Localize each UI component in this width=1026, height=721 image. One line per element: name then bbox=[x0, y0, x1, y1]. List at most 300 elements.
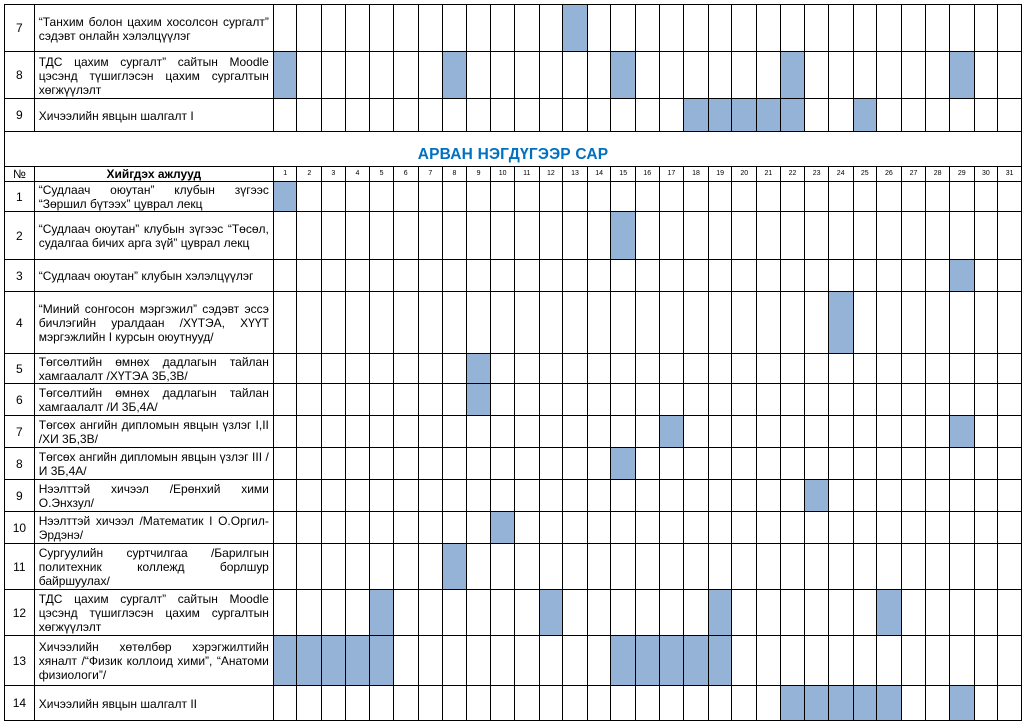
day-cell bbox=[297, 260, 322, 292]
day-cell bbox=[659, 544, 684, 590]
day-cell bbox=[491, 590, 515, 636]
day-cell bbox=[877, 544, 902, 590]
day-cell bbox=[418, 212, 443, 260]
day-cell bbox=[828, 384, 853, 416]
day-cell bbox=[659, 480, 684, 512]
day-cell bbox=[708, 5, 732, 52]
day-cell bbox=[828, 99, 853, 132]
day-cell bbox=[780, 448, 805, 480]
day-cell bbox=[563, 182, 588, 212]
header-day: 8 bbox=[443, 167, 467, 182]
header-day: 24 bbox=[828, 167, 853, 182]
day-cell bbox=[805, 354, 829, 384]
day-cell bbox=[466, 416, 491, 448]
day-cell bbox=[757, 212, 781, 260]
day-cell bbox=[297, 512, 322, 544]
day-cell bbox=[877, 448, 902, 480]
day-cell bbox=[491, 384, 515, 416]
day-cell bbox=[273, 590, 297, 636]
day-cell bbox=[491, 416, 515, 448]
activity-text: ТДС цахим сургалт” сайтын Moodle цэсэнд түшиглэсэн цахим сургалтын хөгжүүлэлт bbox=[34, 52, 273, 99]
day-cell bbox=[974, 480, 998, 512]
scheduled-day-cell bbox=[659, 636, 684, 686]
activity-text: Төгсөх ангийн дипломын явцын үзлэг III /И 3Б,4А/ bbox=[34, 448, 273, 480]
day-cell bbox=[926, 260, 950, 292]
row-number: 12 bbox=[5, 590, 35, 636]
day-cell bbox=[539, 354, 563, 384]
month-title: АРВАН НЭГДҮГЭЭР САР bbox=[417, 146, 609, 163]
day-cell bbox=[757, 480, 781, 512]
day-cell bbox=[780, 636, 805, 686]
day-cell bbox=[877, 480, 902, 512]
day-cell bbox=[514, 590, 539, 636]
day-cell bbox=[708, 182, 732, 212]
day-cell bbox=[345, 212, 370, 260]
day-cell bbox=[805, 260, 829, 292]
day-cell bbox=[370, 212, 394, 260]
day-cell bbox=[539, 480, 563, 512]
day-cell bbox=[370, 52, 394, 99]
day-cell bbox=[998, 416, 1022, 448]
day-cell bbox=[370, 544, 394, 590]
day-cell bbox=[539, 448, 563, 480]
day-cell bbox=[273, 260, 297, 292]
header-number: № bbox=[5, 167, 35, 182]
day-cell bbox=[708, 512, 732, 544]
table-row bbox=[5, 52, 1022, 99]
scheduled-day-cell bbox=[949, 260, 974, 292]
day-cell bbox=[757, 182, 781, 212]
day-cell bbox=[443, 182, 467, 212]
day-cell bbox=[708, 416, 732, 448]
day-cell bbox=[974, 590, 998, 636]
day-cell bbox=[322, 354, 346, 384]
day-cell bbox=[345, 686, 370, 721]
day-cell bbox=[466, 52, 491, 99]
day-cell bbox=[853, 416, 877, 448]
day-cell bbox=[587, 182, 611, 212]
day-cell bbox=[418, 354, 443, 384]
day-cell bbox=[949, 182, 974, 212]
day-cell bbox=[949, 292, 974, 354]
table-row bbox=[5, 99, 1022, 132]
day-cell bbox=[732, 590, 757, 636]
day-cell bbox=[974, 292, 998, 354]
day-cell bbox=[322, 292, 346, 354]
header-day: 1 bbox=[273, 167, 297, 182]
header-day: 18 bbox=[684, 167, 709, 182]
day-cell bbox=[659, 5, 684, 52]
day-cell bbox=[974, 52, 998, 99]
day-cell bbox=[684, 384, 709, 416]
day-cell bbox=[949, 636, 974, 686]
day-cell bbox=[780, 384, 805, 416]
day-cell bbox=[828, 636, 853, 686]
day-cell bbox=[708, 52, 732, 99]
day-cell bbox=[926, 292, 950, 354]
day-cell bbox=[636, 590, 660, 636]
day-cell bbox=[418, 416, 443, 448]
day-cell bbox=[659, 260, 684, 292]
day-cell bbox=[877, 292, 902, 354]
day-cell bbox=[949, 544, 974, 590]
day-cell bbox=[828, 448, 853, 480]
day-cell bbox=[732, 182, 757, 212]
day-cell bbox=[563, 686, 588, 721]
day-cell bbox=[491, 212, 515, 260]
day-cell bbox=[853, 260, 877, 292]
day-cell bbox=[345, 384, 370, 416]
activity-text: Төгсөлтийн өмнөх дадлагын тайлан хамгаалалт /И 3Б,4А/ bbox=[34, 384, 273, 416]
day-cell bbox=[418, 686, 443, 721]
day-cell bbox=[370, 448, 394, 480]
day-cell bbox=[370, 292, 394, 354]
day-cell bbox=[974, 416, 998, 448]
day-cell bbox=[901, 182, 926, 212]
scheduled-day-cell bbox=[949, 416, 974, 448]
header-day: 4 bbox=[345, 167, 370, 182]
day-cell bbox=[757, 416, 781, 448]
day-cell bbox=[514, 5, 539, 52]
day-cell bbox=[466, 5, 491, 52]
day-cell bbox=[853, 182, 877, 212]
day-cell bbox=[345, 182, 370, 212]
header-day: 16 bbox=[636, 167, 660, 182]
day-cell bbox=[901, 590, 926, 636]
scheduled-day-cell bbox=[636, 636, 660, 686]
day-cell bbox=[780, 260, 805, 292]
day-cell bbox=[853, 448, 877, 480]
day-cell bbox=[926, 686, 950, 721]
day-cell bbox=[297, 448, 322, 480]
day-cell bbox=[974, 354, 998, 384]
day-cell bbox=[345, 480, 370, 512]
day-cell bbox=[418, 480, 443, 512]
day-cell bbox=[949, 480, 974, 512]
day-cell bbox=[273, 512, 297, 544]
day-cell bbox=[684, 544, 709, 590]
scheduled-day-cell bbox=[563, 5, 588, 52]
day-cell bbox=[732, 292, 757, 354]
day-cell bbox=[345, 5, 370, 52]
table-row bbox=[5, 182, 1022, 212]
day-cell bbox=[370, 686, 394, 721]
day-cell bbox=[877, 354, 902, 384]
scheduled-day-cell bbox=[466, 384, 491, 416]
day-cell bbox=[853, 5, 877, 52]
day-cell bbox=[466, 636, 491, 686]
day-cell bbox=[926, 354, 950, 384]
day-cell bbox=[877, 260, 902, 292]
day-cell bbox=[297, 212, 322, 260]
scheduled-day-cell bbox=[611, 448, 636, 480]
day-cell bbox=[901, 5, 926, 52]
header-day: 25 bbox=[853, 167, 877, 182]
day-cell bbox=[757, 512, 781, 544]
scheduled-day-cell bbox=[732, 99, 757, 132]
day-cell bbox=[708, 686, 732, 721]
day-cell bbox=[853, 212, 877, 260]
scheduled-day-cell bbox=[708, 99, 732, 132]
day-cell bbox=[466, 212, 491, 260]
day-cell bbox=[732, 448, 757, 480]
day-cell bbox=[345, 448, 370, 480]
scheduled-day-cell bbox=[297, 636, 322, 686]
day-cell bbox=[659, 354, 684, 384]
day-cell bbox=[297, 5, 322, 52]
day-cell bbox=[322, 182, 346, 212]
day-cell bbox=[828, 52, 853, 99]
day-cell bbox=[539, 212, 563, 260]
day-cell bbox=[805, 636, 829, 686]
day-cell bbox=[514, 182, 539, 212]
day-cell bbox=[684, 480, 709, 512]
day-cell bbox=[780, 212, 805, 260]
day-cell bbox=[926, 512, 950, 544]
day-cell bbox=[974, 99, 998, 132]
row-number: 8 bbox=[5, 448, 35, 480]
day-cell bbox=[466, 480, 491, 512]
day-cell bbox=[805, 182, 829, 212]
scheduled-day-cell bbox=[370, 636, 394, 686]
day-cell bbox=[732, 384, 757, 416]
day-cell bbox=[587, 480, 611, 512]
day-cell bbox=[926, 448, 950, 480]
day-cell bbox=[587, 212, 611, 260]
day-cell bbox=[780, 512, 805, 544]
row-number: 6 bbox=[5, 384, 35, 416]
day-cell bbox=[732, 5, 757, 52]
day-cell bbox=[828, 260, 853, 292]
day-cell bbox=[393, 5, 418, 52]
row-number: 4 bbox=[5, 292, 35, 354]
day-cell bbox=[393, 636, 418, 686]
day-cell bbox=[708, 260, 732, 292]
day-cell bbox=[659, 384, 684, 416]
day-cell bbox=[926, 636, 950, 686]
activity-text: “Судлаач оюутан” клубын зүгээс “Төсөл, судалгаа бичих арга зүй” цуврал лекц bbox=[34, 212, 273, 260]
activity-text: Хичээлийн хөтөлбөр хэрэгжилтийн хяналт /“Физик коллоид хими”, “Анатоми физиологи”/ bbox=[34, 636, 273, 686]
day-cell bbox=[491, 52, 515, 99]
day-cell bbox=[418, 590, 443, 636]
day-cell bbox=[757, 590, 781, 636]
scheduled-day-cell bbox=[949, 686, 974, 721]
day-cell bbox=[684, 590, 709, 636]
day-cell bbox=[901, 99, 926, 132]
day-cell bbox=[370, 99, 394, 132]
day-cell bbox=[443, 99, 467, 132]
day-cell bbox=[539, 99, 563, 132]
day-cell bbox=[418, 99, 443, 132]
day-cell bbox=[828, 354, 853, 384]
table-row bbox=[5, 212, 1022, 260]
day-cell bbox=[636, 384, 660, 416]
day-cell bbox=[708, 384, 732, 416]
day-cell bbox=[659, 212, 684, 260]
day-cell bbox=[393, 354, 418, 384]
row-number: 9 bbox=[5, 99, 35, 132]
day-cell bbox=[393, 260, 418, 292]
day-cell bbox=[636, 52, 660, 99]
table-row bbox=[5, 590, 1022, 636]
day-cell bbox=[587, 354, 611, 384]
day-cell bbox=[998, 636, 1022, 686]
day-cell bbox=[393, 512, 418, 544]
day-cell bbox=[926, 182, 950, 212]
day-cell bbox=[998, 544, 1022, 590]
day-cell bbox=[732, 260, 757, 292]
day-cell bbox=[297, 384, 322, 416]
scheduled-day-cell bbox=[611, 212, 636, 260]
day-cell bbox=[757, 686, 781, 721]
day-cell bbox=[998, 512, 1022, 544]
day-cell bbox=[877, 99, 902, 132]
day-cell bbox=[659, 512, 684, 544]
scheduled-day-cell bbox=[708, 590, 732, 636]
day-cell bbox=[974, 182, 998, 212]
day-cell bbox=[563, 544, 588, 590]
day-cell bbox=[757, 448, 781, 480]
day-cell bbox=[877, 5, 902, 52]
activity-text: “Танхим болон цахим хосолсон сургалт” сэдэвт онлайн хэлэлцүүлэг bbox=[34, 5, 273, 52]
day-cell bbox=[563, 260, 588, 292]
day-cell bbox=[393, 480, 418, 512]
day-cell bbox=[659, 590, 684, 636]
day-cell bbox=[949, 99, 974, 132]
activity-text: “Миний сонгосон мэргэжил” сэдэвт эссэ бичлэгийн уралдаан /ХҮТЭА, ХҮҮТ мэргэжлийн I курсын оюутнууд/ bbox=[34, 292, 273, 354]
day-cell bbox=[926, 590, 950, 636]
row-number: 8 bbox=[5, 52, 35, 99]
day-cell bbox=[926, 52, 950, 99]
scheduled-day-cell bbox=[539, 590, 563, 636]
day-cell bbox=[418, 384, 443, 416]
day-cell bbox=[780, 182, 805, 212]
day-cell bbox=[322, 686, 346, 721]
day-cell bbox=[466, 260, 491, 292]
day-cell bbox=[853, 544, 877, 590]
header-day: 11 bbox=[514, 167, 539, 182]
day-cell bbox=[443, 448, 467, 480]
day-cell bbox=[345, 292, 370, 354]
day-cell bbox=[732, 354, 757, 384]
day-cell bbox=[901, 686, 926, 721]
day-cell bbox=[780, 480, 805, 512]
day-cell bbox=[805, 292, 829, 354]
day-cell bbox=[926, 99, 950, 132]
day-cell bbox=[539, 260, 563, 292]
day-cell bbox=[828, 416, 853, 448]
day-cell bbox=[853, 512, 877, 544]
day-cell bbox=[636, 260, 660, 292]
day-cell bbox=[370, 384, 394, 416]
day-cell bbox=[732, 480, 757, 512]
table-row bbox=[5, 292, 1022, 354]
day-cell bbox=[345, 590, 370, 636]
day-cell bbox=[998, 99, 1022, 132]
day-cell bbox=[611, 384, 636, 416]
scheduled-day-cell bbox=[828, 686, 853, 721]
activity-text: “Судлаач оюутан” клубын хэлэлцүүлэг bbox=[34, 260, 273, 292]
day-cell bbox=[466, 99, 491, 132]
day-cell bbox=[684, 5, 709, 52]
day-cell bbox=[974, 384, 998, 416]
day-cell bbox=[708, 480, 732, 512]
day-cell bbox=[491, 448, 515, 480]
day-cell bbox=[757, 292, 781, 354]
day-cell bbox=[974, 686, 998, 721]
activity-text: Төгсөх ангийн дипломын явцын үзлэг I,II /ХИ 3Б,3В/ bbox=[34, 416, 273, 448]
day-cell bbox=[828, 512, 853, 544]
day-cell bbox=[297, 292, 322, 354]
activity-text: ТДС цахим сургалт” сайтын Moodle цэсэнд түшиглэсэн цахим сургалтын хөгжүүлэлт bbox=[34, 590, 273, 636]
day-cell bbox=[611, 292, 636, 354]
day-cell bbox=[877, 182, 902, 212]
scheduled-day-cell bbox=[853, 99, 877, 132]
day-cell bbox=[805, 544, 829, 590]
day-cell bbox=[466, 448, 491, 480]
header-day: 9 bbox=[466, 167, 491, 182]
day-cell bbox=[273, 544, 297, 590]
day-cell bbox=[757, 384, 781, 416]
day-cell bbox=[611, 354, 636, 384]
header-day: 2 bbox=[297, 167, 322, 182]
scheduled-day-cell bbox=[443, 544, 467, 590]
day-cell bbox=[780, 544, 805, 590]
day-cell bbox=[491, 260, 515, 292]
day-cell bbox=[491, 182, 515, 212]
day-cell bbox=[828, 480, 853, 512]
scheduled-day-cell bbox=[611, 636, 636, 686]
activity-text: Нээлттэй хичээл /Ерөнхий хими О.Энхзул/ bbox=[34, 480, 273, 512]
day-cell bbox=[901, 544, 926, 590]
row-number: 3 bbox=[5, 260, 35, 292]
day-cell bbox=[491, 292, 515, 354]
day-cell bbox=[805, 5, 829, 52]
day-cell bbox=[877, 52, 902, 99]
day-cell bbox=[611, 182, 636, 212]
day-cell bbox=[587, 512, 611, 544]
row-number: 10 bbox=[5, 512, 35, 544]
day-cell bbox=[587, 384, 611, 416]
day-cell bbox=[418, 52, 443, 99]
day-cell bbox=[853, 384, 877, 416]
day-cell bbox=[563, 590, 588, 636]
day-cell bbox=[443, 590, 467, 636]
day-cell bbox=[297, 52, 322, 99]
day-cell bbox=[636, 5, 660, 52]
day-cell bbox=[611, 416, 636, 448]
scheduled-day-cell bbox=[273, 636, 297, 686]
day-cell bbox=[587, 416, 611, 448]
day-cell bbox=[297, 182, 322, 212]
day-cell bbox=[998, 212, 1022, 260]
day-cell bbox=[322, 5, 346, 52]
header-day: 31 bbox=[998, 167, 1022, 182]
day-cell bbox=[611, 99, 636, 132]
day-cell bbox=[443, 292, 467, 354]
header-day: 26 bbox=[877, 167, 902, 182]
table-row bbox=[5, 416, 1022, 448]
day-cell bbox=[757, 5, 781, 52]
day-cell bbox=[273, 480, 297, 512]
day-cell bbox=[853, 590, 877, 636]
day-cell bbox=[563, 636, 588, 686]
day-cell bbox=[780, 416, 805, 448]
schedule-table-november bbox=[4, 166, 1022, 721]
day-cell bbox=[998, 448, 1022, 480]
day-cell bbox=[949, 448, 974, 480]
day-cell bbox=[514, 636, 539, 686]
